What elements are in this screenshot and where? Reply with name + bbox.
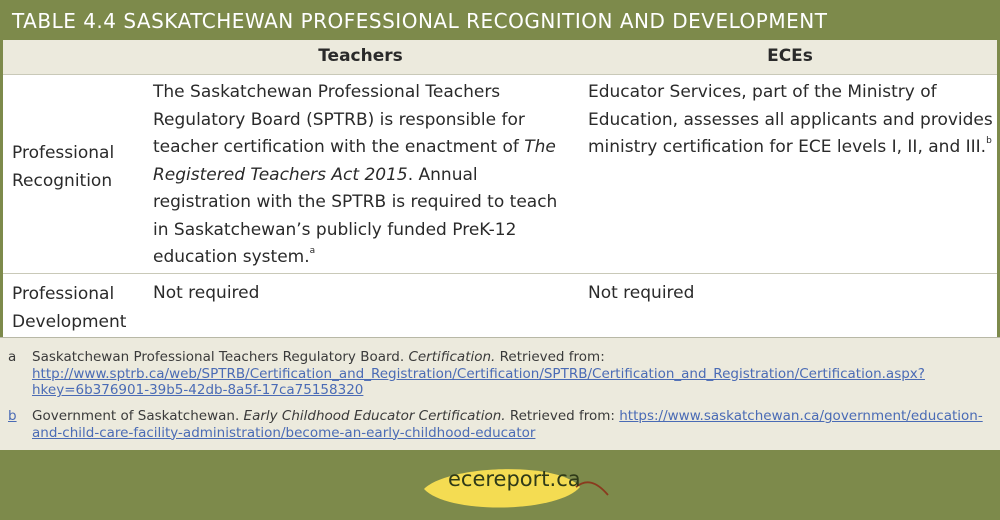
table-row-professional-recognition xyxy=(3,75,997,274)
act-title: The Registered Teachers Act 2015 xyxy=(153,137,556,185)
table-header-row xyxy=(3,40,997,75)
footnote-a: a Saskatchewan Professional Teachers Regulatory Board. Certification. Retrieved from: http://www.sptrb.ca/web/SPTRB/Certification_and_Registration/Certification/SPTRB/Certification_and_Registration/Certification.aspx?hkey=6b376901-39b5-42db-8a5f-17ca75158320 xyxy=(8,349,925,398)
table-row-professional-development xyxy=(3,274,997,337)
footnote-b: b Government of Saskatchewan. Early Childhood Educator Certification. Retrieved from: https://www.saskatchewan.ca/government/education-and-child-care-facility-administration/become-an-early-childhood-educator xyxy=(8,408,983,441)
footnote-marker-b[interactable]: b xyxy=(8,408,17,424)
footnotes xyxy=(0,337,1000,450)
row-label-professional-recognition: Professional Recognition xyxy=(12,143,115,191)
footnote-b-link[interactable]: https://www.saskatchewan.ca/government/education-and-child-care-facility-administration/become-an-early-childhood-educator xyxy=(32,408,983,441)
teachers-recognition-cell: The Saskatchewan Professional Teachers Regulatory Board (SPTRB) is responsible for teacher certification with the enactment of The Registered Teachers Act 2015. Annual registration with the SPTRB is required to teach in Saskatchewan’s publicly funded PreK-12 education system.$^a$ xyxy=(153,82,558,267)
footnote-a-link[interactable]: http://www.sptrb.ca/web/SPTRB/Certification_and_Registration/Certification/SPTRB/Certification_and_Registration/Certification.aspx?hkey=6b376901-39b5-42db-8a5f-17ca75158320 xyxy=(32,365,925,398)
site-logo-text[interactable]: ecereport.ca xyxy=(448,467,581,491)
column-header-eces: ECEs xyxy=(767,46,813,66)
column-header-teachers: Teachers xyxy=(318,46,403,66)
footnote-ref-a: a xyxy=(309,246,316,256)
comparison-table xyxy=(3,40,997,337)
eces-development-cell: Not required xyxy=(588,283,695,303)
row-label-professional-development: Professional Development xyxy=(12,284,127,332)
eces-recognition-cell: Educator Services, part of the Ministry of Education, assesses all applicants and provides ministry certification for ECE levels I, II, and III.$^b$ xyxy=(588,82,993,157)
footnote-ref-b: b xyxy=(986,136,992,146)
teachers-development-cell: Not required xyxy=(153,283,260,303)
table-title: TABLE 4.4 SASKATCHEWAN PROFESSIONAL RECOGNITION AND DEVELOPMENT xyxy=(0,0,1000,40)
footnote-marker-a: a xyxy=(8,349,17,365)
